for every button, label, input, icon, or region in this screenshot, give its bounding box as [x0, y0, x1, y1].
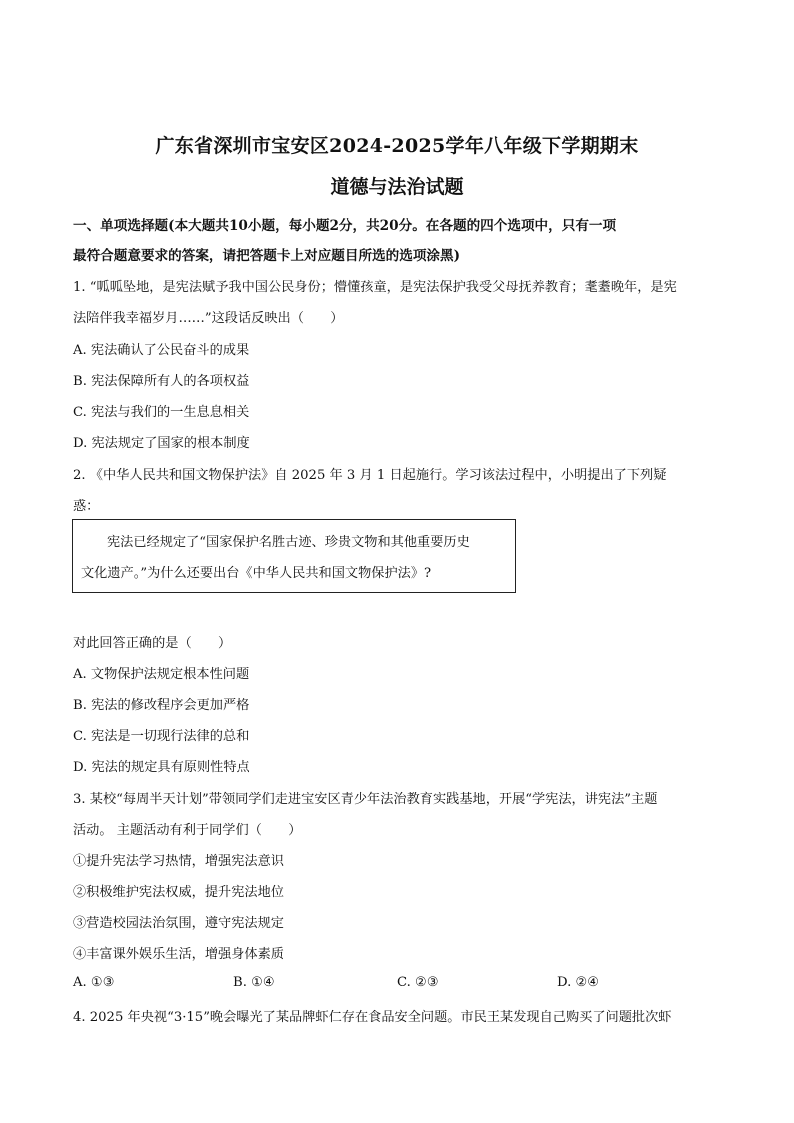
q3-choice-c: C. ②③	[397, 975, 439, 990]
q2-option-d: D. 宪法的规定具有原则性特点	[73, 760, 250, 775]
q3-stem-line2: 活动。 主题活动有利于同学们（ ）	[73, 823, 302, 838]
q2-option-a: A. 文物保护法规定根本性问题	[73, 667, 250, 682]
q1-option-b: B. 宪法保障所有人的各项权益	[73, 374, 250, 389]
q1-option-c: C. 宪法与我们的一生息息相关	[73, 405, 250, 420]
q3-stem-line1: 3. 某校“每周半天计划”带领同学们走进宝安区青少年法治教育实践基地，开展“学宪法，讲宪法”主题	[73, 792, 658, 807]
q3-item-1: ①提升宪法学习热情，增强宪法意识	[73, 854, 284, 869]
q1-stem-line2: 法陪伴我幸福岁月……”这段话反映出（ ）	[73, 311, 344, 326]
exam-title: 广东省深圳市宝安区2024-2025学年八年级下学期期末	[155, 135, 639, 157]
q3-item-4: ④丰富课外娱乐生活，增强身体素质	[73, 947, 284, 962]
q2-quote-line1: 宪法已经规定了“国家保护名胜古迹、珍贵文物和其他重要历史	[107, 535, 470, 550]
q3-choice-a: A. ①③	[73, 975, 115, 990]
q2-quote-box	[72, 519, 516, 593]
q3-item-3: ③营造校园法治氛围，遵守宪法规定	[73, 916, 284, 931]
q1-option-a: A. 宪法确认了公民奋斗的成果	[73, 343, 250, 358]
q4-stem-line1: 4. 2025 年央视“3·15”晚会曝光了某品牌虾仁存在食品安全问题。市民王某发现自己购买了问题批次虾	[73, 1010, 672, 1025]
q2-quote-line2: 文化遗产。”为什么还要出台《中华人民共和国文物保护法》?	[81, 566, 432, 581]
q2-option-c: C. 宪法是一切现行法律的总和	[73, 729, 250, 744]
q1-stem-line1: 1. “呱呱坠地，是宪法赋予我中国公民身份；懵懂孩童，是宪法保护我受父母抚养教育；耄耋晚年，是宪	[73, 280, 677, 295]
q1-option-d: D. 宪法规定了国家的根本制度	[73, 436, 250, 451]
q2-question: 对此回答正确的是（ ）	[73, 636, 232, 651]
q2-option-b: B. 宪法的修改程序会更加严格	[73, 698, 250, 713]
q2-stem-line2: 惑：	[73, 499, 100, 514]
q3-choice-d: D. ②④	[557, 975, 600, 990]
q3-choice-b: B. ①④	[233, 975, 275, 990]
q2-stem-line1: 2. 《中华人民共和国文物保护法》自 2025 年 3 月 1 日起施行。学习该法过程中，小明提出了下列疑	[73, 468, 667, 483]
exam-subject-title: 道德与法治试题	[330, 176, 464, 198]
q3-item-2: ②积极维护宪法权威，提升宪法地位	[73, 885, 284, 900]
section-heading-line2: 最符合题意要求的答案，请把答题卡上对应题目所选的选项涂黑)	[73, 248, 461, 264]
section-heading-line1: 一、单项选择题(本大题共10小题，每小题2分，共20分。在各题的四个选项中，只有一项	[73, 218, 617, 234]
